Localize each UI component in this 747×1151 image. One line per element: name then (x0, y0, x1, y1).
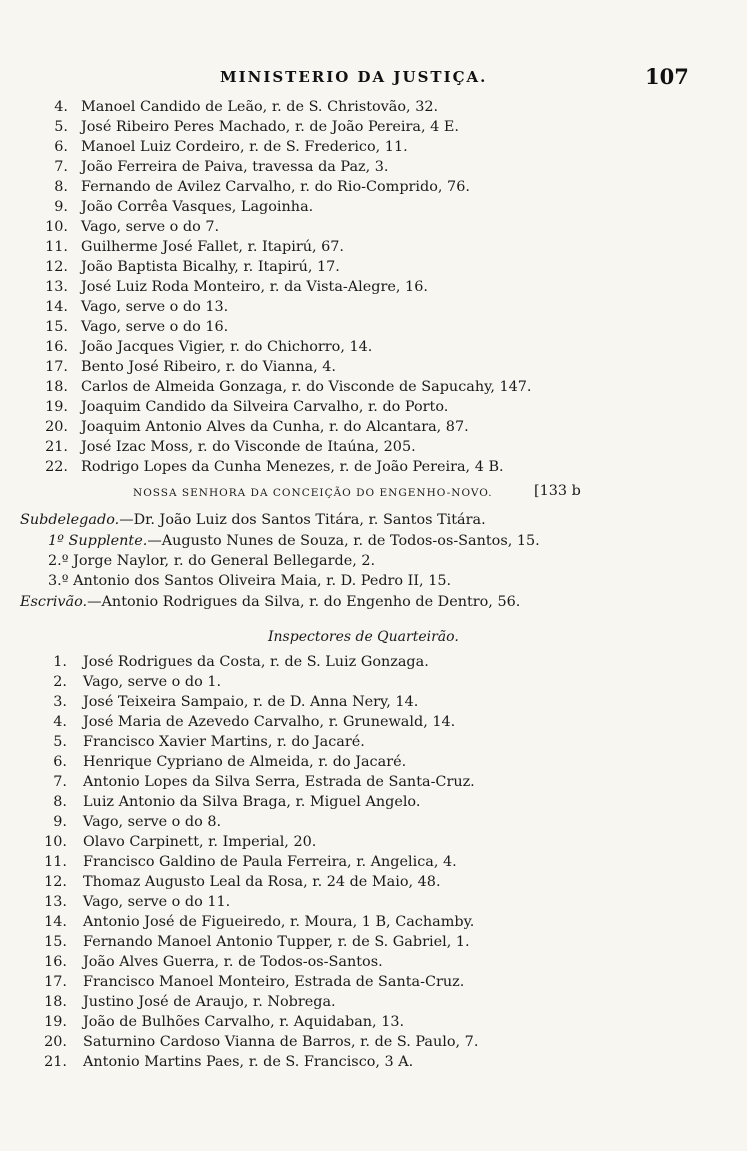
official-label: 2.º (48, 553, 69, 569)
item-text: José Luiz Roda Monteiro, r. da Vista-Alegre, 16. (81, 279, 428, 295)
item-text: Antonio Lopes da Silva Serra, Estrada de Santa-Cruz. (83, 774, 475, 790)
item-number: 14. (45, 299, 68, 315)
item-number: 13. (45, 279, 68, 295)
item-number: 11. (45, 239, 68, 255)
item-text: Antonio José de Figueiredo, r. Moura, 1 B, Cachamby. (83, 914, 475, 930)
official-label: 1º Supplente. (48, 533, 148, 549)
item-number: 13. (44, 894, 67, 910)
item-number: 16. (45, 339, 68, 355)
item-number: 9. (54, 199, 68, 215)
item-text: João Ferreira de Paiva, travessa da Paz, 3. (81, 159, 389, 175)
item-number: 1. (53, 654, 67, 670)
item-text: Saturnino Cardoso Vianna de Barros, r. de S. Paulo, 7. (83, 1034, 479, 1050)
item-number: 15. (45, 319, 68, 335)
item-text: Olavo Carpinett, r. Imperial, 20. (83, 834, 317, 850)
item-number: 18. (45, 379, 68, 395)
item-number: 10. (44, 834, 67, 850)
item-text: Fernando Manoel Antonio Tupper, r. de S. Gabriel, 1. (83, 934, 470, 950)
item-number: 19. (44, 1014, 67, 1030)
official-text: —Dr. João Luiz dos Santos Titára, r. Santos Titára. (119, 512, 486, 528)
item-number: 7. (54, 159, 68, 175)
item-text: Antonio Martins Paes, r. de S. Francisco, 3 A. (83, 1054, 414, 1070)
item-text: José Izac Moss, r. do Visconde de Itaúna, 205. (81, 439, 416, 455)
official-escrivao (20, 594, 520, 610)
item-number: 7. (53, 774, 67, 790)
item-number: 6. (54, 139, 68, 155)
item-text: Vago, serve o do 7. (81, 219, 220, 235)
official-supplente-3 (48, 573, 451, 589)
official-text: Antonio dos Santos Oliveira Maia, r. D. Pedro II, 15. (73, 573, 452, 589)
item-text: Francisco Manoel Monteiro, Estrada de Santa-Cruz. (83, 974, 465, 990)
item-number: 6. (53, 754, 67, 770)
item-number: 12. (45, 259, 68, 275)
item-number: 14. (44, 914, 67, 930)
page-number: 107 (645, 64, 689, 89)
item-number: 5. (53, 734, 67, 750)
item-number: 15. (44, 934, 67, 950)
item-text: José Ribeiro Peres Machado, r. de João Pereira, 4 E. (81, 119, 459, 135)
section-heading: NOSSA SENHORA DA CONCEIÇÃO DO ENGENHO-NOVO. (133, 487, 493, 499)
item-number: 22. (45, 459, 68, 475)
item-text: João Corrêa Vasques, Lagoinha. (81, 199, 314, 215)
item-number: 18. (44, 994, 67, 1010)
official-text: —Augusto Nunes de Souza, r. de Todos-os-Santos, 15. (147, 533, 540, 549)
item-text: Vago, serve o do 16. (81, 319, 229, 335)
inspectors-heading: Inspectores de Quarteirão. (268, 629, 459, 645)
item-number: 3. (53, 694, 67, 710)
item-text: Guilherme José Fallet, r. Itapirú, 67. (81, 239, 345, 255)
item-number: 4. (54, 99, 68, 115)
item-number: 4. (53, 714, 67, 730)
item-text: João de Bulhões Carvalho, r. Aquidaban, 13. (83, 1014, 405, 1030)
item-text: Bento José Ribeiro, r. do Vianna, 4. (81, 359, 336, 375)
item-number: 8. (54, 179, 68, 195)
item-number: 19. (45, 399, 68, 415)
item-text: Manoel Candido de Leão, r. de S. Christovão, 32. (81, 99, 439, 115)
official-text: —Antonio Rodrigues da Silva, r. do Engenho de Dentro, 56. (87, 594, 521, 610)
item-number: 12. (44, 874, 67, 890)
running-title: MINISTERIO DA JUSTIÇA. (220, 68, 488, 86)
item-text: João Baptista Bicalhy, r. Itapirú, 17. (81, 259, 340, 275)
item-text: Rodrigo Lopes da Cunha Menezes, r. de João Pereira, 4 B. (81, 459, 504, 475)
item-text: Justino José de Araujo, r. Nobrega. (83, 994, 336, 1010)
item-text: Vago, serve o do 1. (83, 674, 222, 690)
official-supplente-2 (48, 553, 375, 569)
item-text: Francisco Xavier Martins, r. do Jacaré. (83, 734, 365, 750)
item-number: 20. (45, 419, 68, 435)
item-text: Vago, serve o do 11. (83, 894, 231, 910)
official-subdelegado (20, 512, 486, 528)
item-number: 21. (44, 1054, 67, 1070)
item-text: Carlos de Almeida Gonzaga, r. do Visconde de Sapucahy, 147. (81, 379, 532, 395)
item-number: 2. (53, 674, 67, 690)
item-text: Francisco Galdino de Paula Ferreira, r. Angelica, 4. (83, 854, 457, 870)
item-number: 17. (45, 359, 68, 375)
section-reference: [133 b (534, 483, 581, 499)
item-text: Thomaz Augusto Leal da Rosa, r. 24 de Maio, 48. (83, 874, 441, 890)
item-number: 5. (54, 119, 68, 135)
page-header (0, 64, 747, 94)
item-number: 17. (44, 974, 67, 990)
official-text: Jorge Naylor, r. do General Bellegarde, 2. (73, 553, 376, 569)
official-label: Subdelegado. (20, 512, 120, 528)
item-number: 20. (44, 1034, 67, 1050)
item-text: João Alves Guerra, r. de Todos-os-Santos. (83, 954, 383, 970)
item-number: 21. (45, 439, 68, 455)
item-text: Fernando de Avilez Carvalho, r. do Rio-Comprido, 76. (81, 179, 470, 195)
item-text: José Maria de Azevedo Carvalho, r. Grunewald, 14. (83, 714, 456, 730)
item-text: José Rodrigues da Costa, r. de S. Luiz Gonzaga. (83, 654, 429, 670)
item-text: Manoel Luiz Cordeiro, r. de S. Frederico, 11. (81, 139, 408, 155)
item-number: 8. (53, 794, 67, 810)
item-text: Vago, serve o do 8. (83, 814, 222, 830)
item-number: 11. (44, 854, 67, 870)
item-text: Luiz Antonio da Silva Braga, r. Miguel Angelo. (83, 794, 421, 810)
official-label: 3.º (48, 573, 69, 589)
item-text: José Teixeira Sampaio, r. de D. Anna Nery, 14. (83, 694, 419, 710)
official-label: Escrivão. (20, 594, 88, 610)
item-number: 16. (44, 954, 67, 970)
item-text: Vago, serve o do 13. (81, 299, 229, 315)
item-text: Joaquim Candido da Silveira Carvalho, r. do Porto. (81, 399, 449, 415)
item-number: 9. (53, 814, 67, 830)
item-text: Henrique Cypriano de Almeida, r. do Jacaré. (83, 754, 407, 770)
item-number: 10. (45, 219, 68, 235)
official-supplente-1 (48, 533, 540, 549)
item-text: João Jacques Vigier, r. do Chichorro, 14. (81, 339, 373, 355)
item-text: Joaquim Antonio Alves da Cunha, r. do Alcantara, 87. (81, 419, 469, 435)
